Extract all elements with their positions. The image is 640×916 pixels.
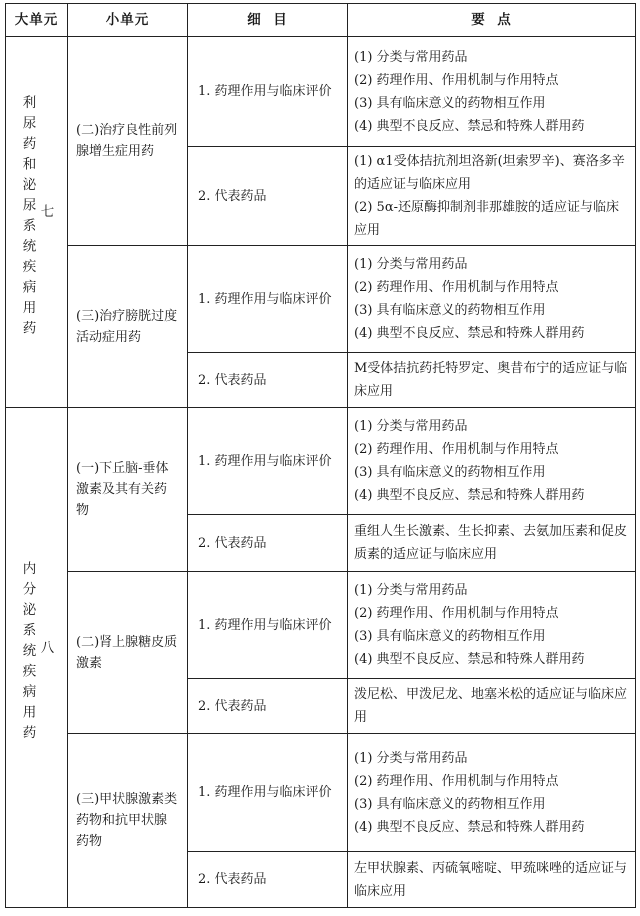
point-item: (4) 典型不良反应、禁忌和特殊人群用药 (354, 118, 585, 134)
point-item: (2) 药理作用、作用机制与作用特点 (354, 773, 559, 789)
point-item: 重组人生长激素、生长抑素、去氨加压素和促皮质素的适应证与临床应用 (354, 524, 628, 562)
unit-cell (6, 37, 68, 408)
point-item: 左甲状腺素、丙硫氧嘧啶、甲巯咪唑的适应证与临床应用 (354, 860, 628, 899)
detail-cell: 1. 药理作用与临床评价 (188, 246, 348, 353)
point-item: (1) 分类与常用药品 (354, 419, 468, 434)
point-item: (4) 典型不良反应、禁忌和特殊人群用药 (354, 819, 585, 835)
table-row (6, 37, 636, 147)
points-cell (348, 852, 636, 908)
header-detail: 细 目 (188, 4, 348, 37)
detail-cell: 1. 药理作用与临床评价 (188, 734, 348, 852)
point-item: M受体拮抗药托特罗定、奥昔布宁的适应证与临床应用 (354, 361, 628, 399)
detail-cell: 1. 药理作用与临床评价 (188, 572, 348, 679)
points-cell (348, 353, 636, 408)
detail-cell: 1. 药理作用与临床评价 (188, 37, 348, 147)
points-cell (348, 147, 636, 246)
points-cell (348, 734, 636, 852)
header-row (6, 4, 636, 37)
subunit-name: (一)下丘脑-垂体激素及其有关药物 (68, 408, 188, 572)
unit-cell (6, 408, 68, 908)
points-cell (348, 515, 636, 572)
point-item: (4) 典型不良反应、禁忌和特殊人群用药 (354, 326, 585, 341)
point-item: 泼尼松、甲泼尼龙、地塞米松的适应证与临床应用 (354, 687, 628, 725)
points-cell (348, 37, 636, 147)
point-item: (1) 分类与常用药品 (354, 750, 468, 766)
detail-cell: 2. 代表药品 (188, 679, 348, 734)
point-item: (3) 具有临床意义的药物相互作用 (354, 465, 546, 480)
detail-cell: 2. 代表药品 (188, 515, 348, 572)
point-item: (2) 药理作用、作用机制与作用特点 (354, 606, 559, 621)
point-item: (1) 分类与常用药品 (354, 583, 468, 598)
table-row (6, 408, 636, 515)
point-item: (2) 药理作用、作用机制与作用特点 (354, 442, 559, 457)
detail-cell: 2. 代表药品 (188, 852, 348, 908)
point-item: (2) 药理作用、作用机制与作用特点 (354, 72, 559, 88)
points-cell (348, 408, 636, 515)
detail-cell: 1. 药理作用与临床评价 (188, 408, 348, 515)
point-item: (4) 典型不良反应、禁忌和特殊人群用药 (354, 652, 585, 667)
table-row (6, 246, 636, 353)
header-subunit: 小单元 (68, 4, 188, 37)
point-item: (3) 具有临床意义的药物相互作用 (354, 303, 546, 318)
subunit-name: (二)治疗良性前列腺增生症用药 (68, 37, 188, 246)
syllabus-table (5, 3, 636, 908)
detail-cell: 2. 代表药品 (188, 353, 348, 408)
unit-number: 八 (37, 639, 54, 654)
point-item: (1) α1受体拮抗剂坦洛新(坦索罗辛)、赛洛多辛的适应证与临床应用 (354, 154, 625, 192)
unit-title: 内分泌系统疾病用药 (19, 561, 36, 746)
detail-cell: 2. 代表药品 (188, 147, 348, 246)
point-item: (4) 典型不良反应、禁忌和特殊人群用药 (354, 488, 585, 503)
header-unit: 大单元 (6, 4, 68, 37)
subunit-name: (三)甲状腺激素类药物和抗甲状腺药物 (68, 734, 188, 908)
point-item: (3) 具有临床意义的药物相互作用 (354, 629, 546, 644)
point-item: (2) 5α-还原酶抑制剂非那雄胺的适应证与临床应用 (354, 200, 619, 238)
point-item: (2) 药理作用、作用机制与作用特点 (354, 280, 559, 295)
unit-number: 七 (37, 204, 54, 218)
header-points: 要 点 (348, 4, 636, 37)
unit-title: 利尿药和泌尿系统疾病用药 (19, 95, 36, 341)
point-item: (1) 分类与常用药品 (354, 257, 468, 272)
point-item: (3) 具有临床意义的药物相互作用 (354, 796, 546, 812)
points-cell (348, 572, 636, 679)
table-row (6, 734, 636, 852)
table-row (6, 572, 636, 679)
subunit-name: (二)肾上腺糖皮质激素 (68, 572, 188, 734)
point-item: (3) 具有临床意义的药物相互作用 (354, 95, 546, 111)
subunit-name: (三)治疗膀胱过度活动症用药 (68, 246, 188, 408)
point-item: (1) 分类与常用药品 (354, 49, 468, 65)
points-cell (348, 246, 636, 353)
points-cell (348, 679, 636, 734)
